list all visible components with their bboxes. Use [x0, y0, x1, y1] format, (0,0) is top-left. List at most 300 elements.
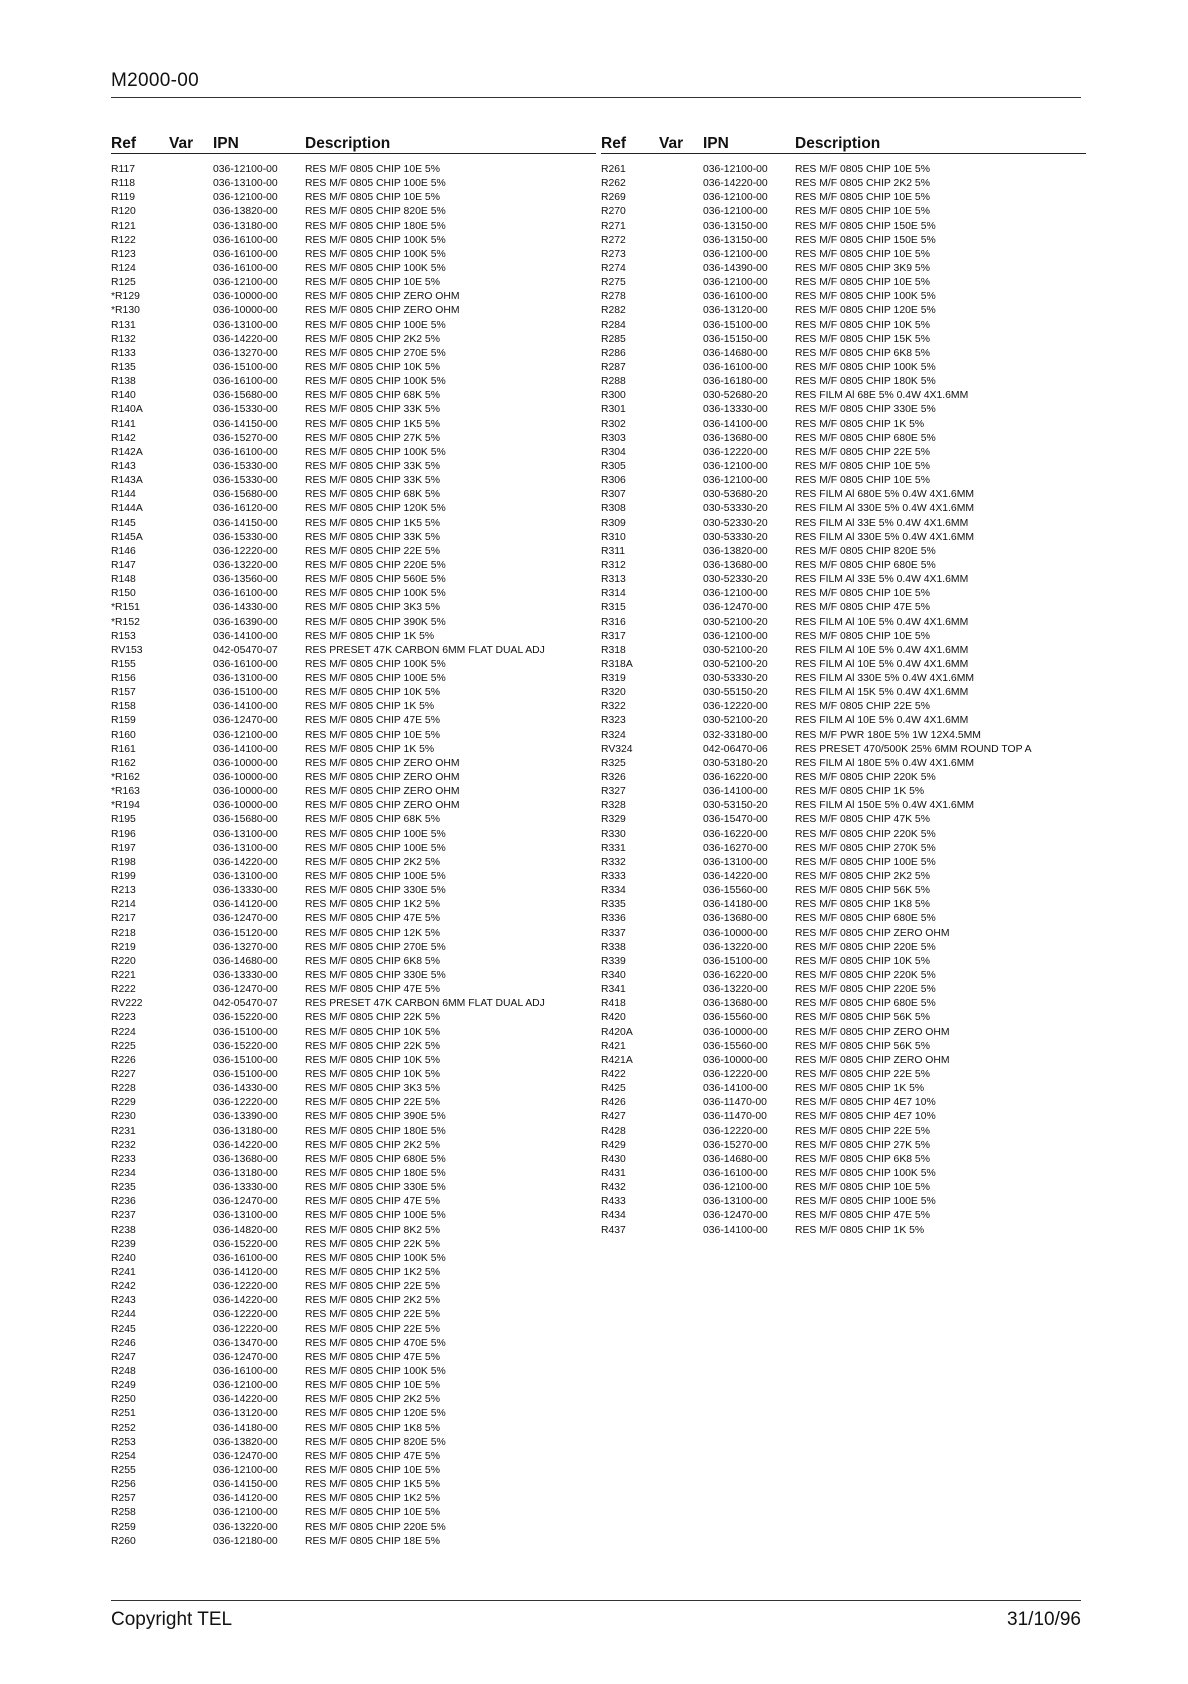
description-cell: RES M/F 0805 CHIP 6K8 5%: [795, 347, 930, 359]
ref-cell: R259: [111, 1521, 136, 1533]
table-row: [111, 616, 596, 630]
table-row: [111, 644, 596, 658]
var-cell: [659, 587, 703, 601]
ipn-cell: 036-14180-00: [703, 899, 768, 911]
var-cell: [169, 672, 213, 686]
description-cell: RES M/F 0805 CHIP 2K2 5%: [305, 1295, 440, 1307]
description-cell: RES M/F 0805 CHIP 2K2 5%: [305, 856, 440, 868]
table-row: [601, 304, 1086, 318]
ipn-cell: 036-13820-00: [213, 1436, 278, 1448]
table-row: [111, 1521, 596, 1535]
var-cell: [659, 785, 703, 799]
description-cell: RES M/F 0805 CHIP 22E 5%: [795, 1069, 930, 1080]
description-cell: RES M/F 0805 CHIP 47K 5%: [795, 814, 930, 826]
ipn-cell: 036-14100-00: [213, 743, 278, 755]
description-cell: RES M/F 0805 CHIP 100K 5%: [305, 376, 446, 388]
description-cell: RES M/F 0805 CHIP 6K8 5%: [305, 955, 440, 967]
ref-cell: R148: [111, 574, 136, 586]
table-row: [111, 1266, 596, 1280]
var-cell: [659, 672, 703, 686]
ipn-cell: 036-14220-00: [213, 856, 278, 868]
var-cell: [169, 1280, 213, 1294]
ipn-cell: 036-13100-00: [213, 319, 278, 331]
table-row: [111, 220, 596, 234]
description-cell: RES M/F 0805 CHIP 390E 5%: [305, 1111, 446, 1123]
table-row: [111, 729, 596, 743]
var-cell: [169, 856, 213, 870]
header-ref: Ref: [111, 135, 136, 152]
ipn-cell: 036-16100-00: [213, 234, 278, 246]
description-cell: RES M/F 0805 CHIP 27K 5%: [795, 1139, 930, 1151]
ref-cell: R213: [111, 885, 136, 897]
ref-cell: R430: [601, 1153, 626, 1165]
table-row: [111, 460, 596, 474]
description-cell: RES M/F 0805 CHIP ZERO OHM: [305, 786, 460, 798]
ref-cell: *R163: [111, 786, 140, 798]
description-cell: RES M/F 0805 CHIP 220K 5%: [795, 828, 936, 840]
var-cell: [659, 389, 703, 403]
description-cell: RES M/F 0805 CHIP 10K 5%: [305, 1069, 440, 1080]
ipn-cell: 036-13220-00: [213, 1521, 278, 1533]
ref-cell: R156: [111, 673, 136, 685]
ref-cell: R271: [601, 220, 626, 232]
ref-cell: R323: [601, 715, 626, 727]
ref-cell: R302: [601, 418, 626, 430]
var-cell: [169, 1492, 213, 1506]
ipn-cell: 030-55150-20: [703, 687, 768, 699]
description-cell: RES M/F 0805 CHIP 10E 5%: [795, 164, 930, 175]
table-row: [601, 276, 1086, 290]
table-body-left: [111, 163, 596, 1549]
ref-cell: R217: [111, 913, 136, 925]
ipn-cell: 036-14100-00: [703, 786, 768, 798]
table-row: [111, 573, 596, 587]
table-row: [601, 361, 1086, 375]
var-cell: [659, 573, 703, 587]
description-cell: RES M/F 0805 CHIP 1K 5%: [795, 1224, 925, 1236]
description-cell: RES FILM Al 10E 5% 0.4W 4X1.6MM: [795, 644, 969, 656]
var-cell: [169, 559, 213, 573]
var-cell: [169, 1436, 213, 1450]
description-cell: RES M/F 0805 CHIP 56K 5%: [795, 1040, 930, 1052]
description-cell: RES M/F 0805 CHIP 68K 5%: [305, 814, 440, 826]
table-row: [111, 941, 596, 955]
description-cell: RES M/F 0805 CHIP 100E 5%: [305, 1210, 446, 1222]
ref-cell: R320: [601, 687, 626, 699]
description-cell: RES PRESET 47K CARBON 6MM FLAT DUAL ADJ: [305, 644, 545, 656]
ipn-cell: 036-15330-00: [213, 531, 278, 543]
ipn-cell: 036-16100-00: [213, 262, 278, 274]
ipn-cell: 036-14180-00: [213, 1422, 278, 1434]
description-cell: RES M/F 0805 CHIP 10E 5%: [795, 460, 930, 472]
ref-cell: R198: [111, 856, 136, 868]
ipn-cell: 036-12470-00: [703, 602, 768, 614]
table-row: [111, 672, 596, 686]
ref-cell: R272: [601, 234, 626, 246]
var-cell: [169, 573, 213, 587]
ref-cell: R336: [601, 913, 626, 925]
description-cell: RES M/F 0805 CHIP 22E 5%: [795, 1125, 930, 1137]
ref-cell: R286: [601, 347, 626, 359]
ref-cell: R313: [601, 574, 626, 586]
ipn-cell: 036-15100-00: [213, 687, 278, 699]
table-row: [111, 799, 596, 813]
ipn-cell: 036-10000-00: [213, 800, 278, 812]
ipn-cell: 036-14120-00: [213, 1493, 278, 1505]
ipn-cell: 036-12220-00: [703, 701, 768, 713]
ipn-cell: 036-14330-00: [213, 602, 278, 614]
description-cell: RES M/F 0805 CHIP 330E 5%: [305, 970, 446, 982]
var-cell: [169, 1167, 213, 1181]
ipn-cell: 036-15120-00: [213, 927, 278, 939]
table-row: [111, 587, 596, 601]
var-cell: [169, 517, 213, 531]
ipn-cell: 036-12100-00: [213, 729, 278, 741]
description-cell: RES M/F 0805 CHIP 1K8 5%: [795, 899, 930, 911]
table-row: [111, 912, 596, 926]
table-row: [601, 644, 1086, 658]
var-cell: [169, 1535, 213, 1549]
ipn-cell: 030-52680-20: [703, 390, 768, 402]
var-cell: [659, 1068, 703, 1082]
ipn-cell: 036-16100-00: [213, 248, 278, 260]
table-row: [601, 220, 1086, 234]
table-row: [111, 517, 596, 531]
table-row: [601, 205, 1086, 219]
ref-cell: R305: [601, 460, 626, 472]
parts-table-left: [111, 134, 596, 1549]
description-cell: RES M/F 0805 CHIP 100E 5%: [305, 673, 446, 685]
ref-cell: R240: [111, 1252, 136, 1264]
var-cell: [169, 446, 213, 460]
ref-cell: R318: [601, 644, 626, 656]
description-cell: RES M/F 0805 CHIP ZERO OHM: [795, 1054, 950, 1066]
table-row: [601, 545, 1086, 559]
ipn-cell: 036-13330-00: [213, 970, 278, 982]
ref-cell: R335: [601, 899, 626, 911]
ipn-cell: 036-13680-00: [703, 913, 768, 925]
ref-cell: R421A: [601, 1054, 633, 1066]
description-cell: RES M/F 0805 CHIP 100K 5%: [305, 234, 446, 246]
table-row: [111, 658, 596, 672]
var-cell: [659, 1209, 703, 1223]
description-cell: RES M/F 0805 CHIP 3K3 5%: [305, 1083, 440, 1095]
table-row: [601, 785, 1086, 799]
description-cell: RES M/F 0805 CHIP 33K 5%: [305, 404, 440, 416]
ref-cell: R284: [601, 319, 626, 331]
ref-cell: R242: [111, 1281, 136, 1293]
description-cell: RES M/F 0805 CHIP ZERO OHM: [305, 800, 460, 812]
description-cell: RES M/F 0805 CHIP 56K 5%: [795, 885, 930, 897]
var-cell: [169, 969, 213, 983]
table-row: [601, 630, 1086, 644]
ref-cell: R437: [601, 1224, 626, 1236]
ipn-cell: 036-10000-00: [213, 772, 278, 784]
var-cell: [659, 1167, 703, 1181]
var-cell: [169, 1478, 213, 1492]
table-row: [111, 1096, 596, 1110]
ref-cell: R428: [601, 1125, 626, 1137]
ref-cell: R327: [601, 786, 626, 798]
var-cell: [169, 955, 213, 969]
var-cell: [169, 1238, 213, 1252]
ref-cell: R278: [601, 291, 626, 303]
description-cell: RES M/F 0805 CHIP 820E 5%: [795, 545, 936, 557]
var-cell: [659, 488, 703, 502]
table-row: [111, 205, 596, 219]
var-cell: [169, 177, 213, 191]
ref-cell: R147: [111, 559, 136, 571]
var-cell: [659, 658, 703, 672]
ipn-cell: 030-53680-20: [703, 489, 768, 501]
table-row: [601, 997, 1086, 1011]
var-cell: [169, 743, 213, 757]
description-cell: RES M/F 0805 CHIP 100E 5%: [795, 856, 936, 868]
var-cell: [659, 177, 703, 191]
var-cell: [659, 898, 703, 912]
ipn-cell: 036-12220-00: [213, 1323, 278, 1335]
ref-cell: R312: [601, 559, 626, 571]
table-row: [111, 969, 596, 983]
ipn-cell: 036-15100-00: [213, 361, 278, 373]
var-cell: [169, 375, 213, 389]
ref-cell: R255: [111, 1464, 136, 1476]
ref-cell: R310: [601, 531, 626, 543]
ref-cell: R422: [601, 1069, 626, 1080]
ref-cell: R158: [111, 701, 136, 713]
table-row: [601, 1082, 1086, 1096]
description-cell: RES M/F 0805 CHIP 10E 5%: [305, 1507, 440, 1519]
ref-cell: RV324: [601, 743, 633, 755]
table-row: [601, 729, 1086, 743]
ref-cell: R161: [111, 743, 136, 755]
description-cell: RES FILM Al 330E 5% 0.4W 4X1.6MM: [795, 503, 975, 515]
description-cell: RES M/F 0805 CHIP ZERO OHM: [305, 757, 460, 769]
ref-cell: R222: [111, 984, 136, 996]
ipn-cell: 036-12470-00: [703, 1210, 768, 1222]
ipn-cell: 036-15100-00: [213, 1026, 278, 1038]
ref-cell: R262: [601, 178, 626, 190]
table-row: [111, 714, 596, 728]
ipn-cell: 036-15330-00: [213, 460, 278, 472]
var-cell: [169, 1365, 213, 1379]
ipn-cell: 036-12100-00: [703, 460, 768, 472]
description-cell: RES M/F 0805 CHIP 100E 5%: [305, 319, 446, 331]
description-cell: RES M/F 0805 CHIP 4E7 10%: [795, 1097, 936, 1109]
var-cell: [169, 884, 213, 898]
ipn-cell: 036-13150-00: [703, 234, 768, 246]
ipn-cell: 036-15100-00: [213, 1069, 278, 1080]
var-cell: [169, 361, 213, 375]
ipn-cell: 036-15330-00: [213, 475, 278, 487]
table-row: [111, 870, 596, 884]
table-row: [601, 587, 1086, 601]
var-cell: [659, 743, 703, 757]
parts-table-right: [601, 134, 1086, 1238]
table-row: [601, 601, 1086, 615]
var-cell: [659, 1082, 703, 1096]
var-cell: [659, 630, 703, 644]
description-cell: RES M/F 0805 CHIP 100K 5%: [305, 262, 446, 274]
ipn-cell: 036-16100-00: [213, 1252, 278, 1264]
ref-cell: *R152: [111, 616, 140, 628]
description-cell: RES M/F 0805 CHIP 47E 5%: [795, 602, 930, 614]
ipn-cell: 036-15100-00: [703, 955, 768, 967]
description-cell: RES M/F 0805 CHIP 10E 5%: [305, 729, 440, 741]
ref-cell: R324: [601, 729, 626, 741]
var-cell: [169, 1351, 213, 1365]
table-row: [601, 432, 1086, 446]
description-cell: RES M/F 0805 CHIP 1K 5%: [305, 701, 435, 713]
var-cell: [169, 616, 213, 630]
ipn-cell: 030-52330-20: [703, 574, 768, 586]
ref-cell: R142: [111, 432, 136, 444]
ipn-cell: 030-52100-20: [703, 616, 768, 628]
table-row: [111, 474, 596, 488]
ref-cell: R230: [111, 1111, 136, 1123]
ipn-cell: 036-16220-00: [703, 772, 768, 784]
ipn-cell: 042-05470-07: [213, 644, 278, 656]
ipn-cell: 036-13180-00: [213, 1125, 278, 1137]
description-cell: RES M/F 0805 CHIP 10K 5%: [305, 1054, 440, 1066]
var-cell: [169, 163, 213, 177]
description-cell: RES M/F 0805 CHIP ZERO OHM: [795, 927, 950, 939]
ipn-cell: 036-13820-00: [703, 545, 768, 557]
var-cell: [659, 319, 703, 333]
ipn-cell: 036-10000-00: [213, 305, 278, 317]
ipn-cell: 036-13220-00: [213, 559, 278, 571]
description-cell: RES M/F 0805 CHIP 22K 5%: [305, 1238, 440, 1250]
ipn-cell: 036-14100-00: [703, 1083, 768, 1095]
description-cell: RES FILM Al 10E 5% 0.4W 4X1.6MM: [795, 616, 969, 628]
ref-cell: R253: [111, 1436, 136, 1448]
description-cell: RES M/F 0805 CHIP 1K8 5%: [305, 1422, 440, 1434]
ipn-cell: 036-12220-00: [213, 1281, 278, 1293]
table-row: [111, 1535, 596, 1549]
var-cell: [659, 333, 703, 347]
var-cell: [659, 1139, 703, 1153]
ref-cell: R227: [111, 1069, 136, 1080]
description-cell: RES M/F 0805 CHIP 33K 5%: [305, 460, 440, 472]
var-cell: [169, 1224, 213, 1238]
table-row: [111, 418, 596, 432]
ref-cell: R254: [111, 1450, 136, 1462]
ref-cell: R427: [601, 1111, 626, 1123]
ipn-cell: 036-13680-00: [703, 432, 768, 444]
var-cell: [169, 1082, 213, 1096]
table-row: [601, 616, 1086, 630]
ref-cell: R252: [111, 1422, 136, 1434]
var-cell: [659, 1125, 703, 1139]
table-row: [601, 1110, 1086, 1124]
ref-cell: R233: [111, 1153, 136, 1165]
description-cell: RES M/F 0805 CHIP 180E 5%: [305, 220, 446, 232]
description-cell: RES M/F 0805 CHIP 47E 5%: [305, 913, 440, 925]
description-cell: RES M/F 0805 CHIP 15K 5%: [795, 333, 930, 345]
description-cell: RES M/F 0805 CHIP 150E 5%: [795, 220, 936, 232]
description-cell: RES M/F 0805 CHIP 2K2 5%: [795, 178, 930, 190]
ipn-cell: 036-13120-00: [703, 305, 768, 317]
var-cell: [169, 1464, 213, 1478]
table-row: [601, 912, 1086, 926]
ref-cell: R237: [111, 1210, 136, 1222]
description-cell: RES M/F 0805 CHIP 220E 5%: [305, 1521, 446, 1533]
table-header: [111, 134, 596, 154]
description-cell: RES FILM Al 330E 5% 0.4W 4X1.6MM: [795, 531, 975, 543]
var-cell: [169, 1337, 213, 1351]
ipn-cell: 032-33180-00: [703, 729, 768, 741]
table-row: [111, 333, 596, 347]
table-row: [111, 1181, 596, 1195]
table-row: [111, 1379, 596, 1393]
table-row: [601, 177, 1086, 191]
ipn-cell: 036-16220-00: [703, 828, 768, 840]
var-cell: [659, 1011, 703, 1025]
table-row: [601, 531, 1086, 545]
ref-cell: R433: [601, 1196, 626, 1208]
var-cell: [169, 799, 213, 813]
ipn-cell: 036-12100-00: [703, 588, 768, 600]
ipn-cell: 036-16100-00: [703, 361, 768, 373]
ipn-cell: 036-12470-00: [213, 1351, 278, 1363]
var-cell: [169, 1521, 213, 1535]
ipn-cell: 036-12180-00: [213, 1535, 278, 1547]
ipn-cell: 036-10000-00: [213, 786, 278, 798]
var-cell: [659, 912, 703, 926]
var-cell: [169, 319, 213, 333]
ipn-cell: 036-15270-00: [703, 1139, 768, 1151]
var-cell: [169, 248, 213, 262]
table-row: [111, 813, 596, 827]
header-ipn: IPN: [213, 135, 239, 152]
ref-cell: R269: [601, 192, 626, 204]
ref-cell: R332: [601, 856, 626, 868]
table-row: [601, 969, 1086, 983]
var-cell: [659, 1110, 703, 1124]
table-row: [601, 983, 1086, 997]
table-row: [601, 842, 1086, 856]
ref-cell: R307: [601, 489, 626, 501]
ref-cell: R241: [111, 1266, 136, 1278]
table-row: [601, 474, 1086, 488]
ipn-cell: 030-53150-20: [703, 800, 768, 812]
ipn-cell: 036-16100-00: [703, 1167, 768, 1179]
description-cell: RES M/F 0805 CHIP 10E 5%: [795, 588, 930, 600]
description-cell: RES M/F 0805 CHIP 2K2 5%: [305, 1394, 440, 1406]
header-ref: Ref: [601, 135, 626, 152]
table-row: [111, 1492, 596, 1506]
table-row: [111, 1365, 596, 1379]
description-cell: RES M/F 0805 CHIP 100K 5%: [305, 446, 446, 458]
description-cell: RES M/F 0805 CHIP 2K2 5%: [305, 333, 440, 345]
ref-cell: R124: [111, 262, 136, 274]
ref-cell: R308: [601, 503, 626, 515]
ipn-cell: 036-15150-00: [703, 333, 768, 345]
description-cell: RES M/F 0805 CHIP 100E 5%: [795, 1196, 936, 1208]
ipn-cell: 036-15470-00: [703, 814, 768, 826]
table-row: [601, 559, 1086, 573]
ref-cell: R309: [601, 517, 626, 529]
ref-cell: *R151: [111, 602, 140, 614]
table-row: [601, 658, 1086, 672]
ref-cell: R235: [111, 1182, 136, 1194]
var-cell: [169, 531, 213, 545]
description-cell: RES FILM Al 10E 5% 0.4W 4X1.6MM: [795, 715, 969, 727]
var-cell: [169, 418, 213, 432]
var-cell: [169, 1450, 213, 1464]
var-cell: [659, 347, 703, 361]
ref-cell: R329: [601, 814, 626, 826]
